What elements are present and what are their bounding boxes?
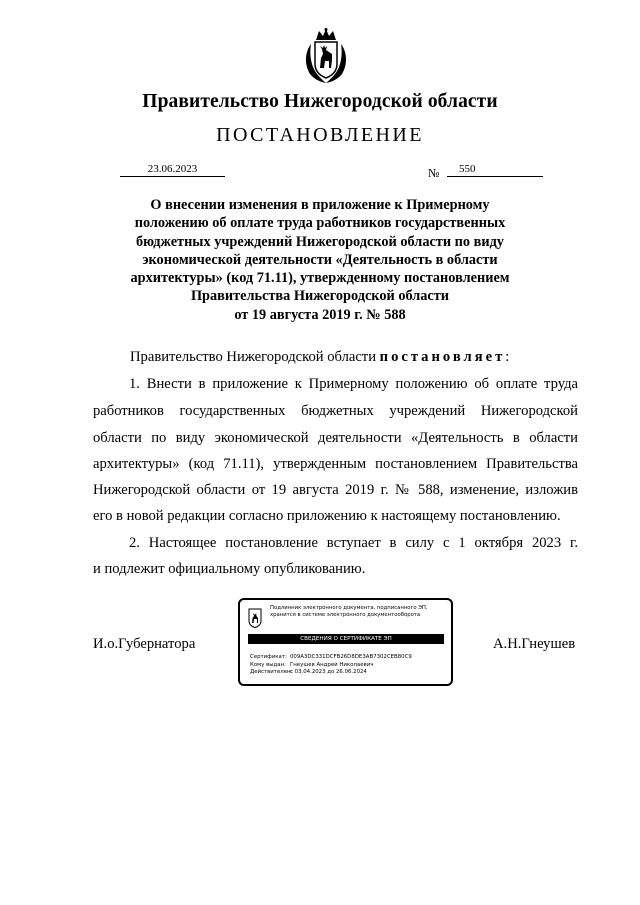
title-line: бюджетных учреждений Нижегородской области по виду — [136, 233, 504, 250]
intro-spaced-verb: постановляет — [379, 349, 506, 365]
certificate-label: Сертификат: — [250, 654, 287, 660]
issued-value: Гнеушев Андрей Николаевич — [290, 661, 374, 668]
stamp-header-line: хранится в системе электронного документооборота — [270, 612, 421, 618]
validity-row — [250, 669, 412, 677]
government-name: Правительство Нижегородской области — [142, 91, 498, 112]
title-line: экономической деятельности «Деятельность в области — [142, 251, 498, 268]
coat-of-arms-icon — [248, 608, 262, 628]
signatory-name: А.Н.Гнеушев — [493, 636, 576, 652]
paragraph-1-line: 1. Внести в приложение к Примерному положению об оплате труда — [129, 376, 578, 392]
paragraph-1-line: работников государственных бюджетных учреждений Нижегородской — [93, 403, 578, 419]
coat-of-arms-icon — [302, 28, 350, 84]
title-line: архитектуры» (код 71.11), утвержденному постановлением — [130, 270, 510, 287]
paragraph-1-line: Нижегородской области от 19 августа 2019 г. № 588, изменение, изложив — [93, 482, 578, 498]
paragraph-2-line: 2. Настоящее постановление вступает в силу с 1 октября 2023 г. — [129, 535, 578, 551]
issued-row — [250, 662, 412, 670]
paragraph-1-line: его в новой редакции согласно приложению к настоящему постановлению. — [93, 508, 561, 524]
validity-value: с 03.04.2023 до 26.06.2024 — [290, 669, 367, 675]
number-label: № — [428, 166, 440, 180]
certificate-info-bar: СВЕДЕНИЯ О СЕРТИФИКАТЕ ЭП — [248, 634, 444, 644]
title-line: от 19 августа 2019 г. № 588 — [234, 306, 406, 323]
intro-text: Правительство Нижегородской области — [130, 349, 376, 365]
certificate-details — [250, 654, 412, 677]
document-number: 550 — [447, 163, 543, 177]
resolution-intro — [130, 349, 509, 366]
certificate-row — [250, 654, 412, 662]
stamp-header — [270, 605, 428, 619]
validity-label: Действителен: — [250, 669, 293, 675]
document-title — [100, 196, 540, 324]
title-line: Правительства Нижегородской области — [190, 288, 450, 305]
paragraph-1-line: архитектуры» (код 71.11), утвержденным постановлением Правительства — [93, 456, 578, 472]
document-type: ПОСТАНОВЛЕНИЕ — [216, 124, 424, 146]
paragraph-1-line: области по виду экономической деятельности «Деятельность в области — [93, 430, 578, 446]
title-line: положению об оплате труда работников государственных — [134, 215, 506, 232]
certificate-value: 009A3DC331DCFB26D8DE3AB7302CEB80C9 — [290, 654, 412, 660]
issued-label: Кому выдан: — [250, 661, 286, 668]
electronic-signature-stamp — [238, 598, 453, 686]
document-date: 23.06.2023 — [120, 163, 225, 177]
signatory-position: И.о.Губернатора — [93, 636, 196, 652]
title-line: О внесении изменения в приложение к Примерному — [150, 197, 490, 213]
stamp-header-line: Подлинник электронного документа, подписанного ЭП, — [270, 605, 428, 611]
intro-colon: : — [505, 349, 510, 365]
paragraph-2-line: и подлежит официальному опубликованию. — [93, 561, 366, 577]
